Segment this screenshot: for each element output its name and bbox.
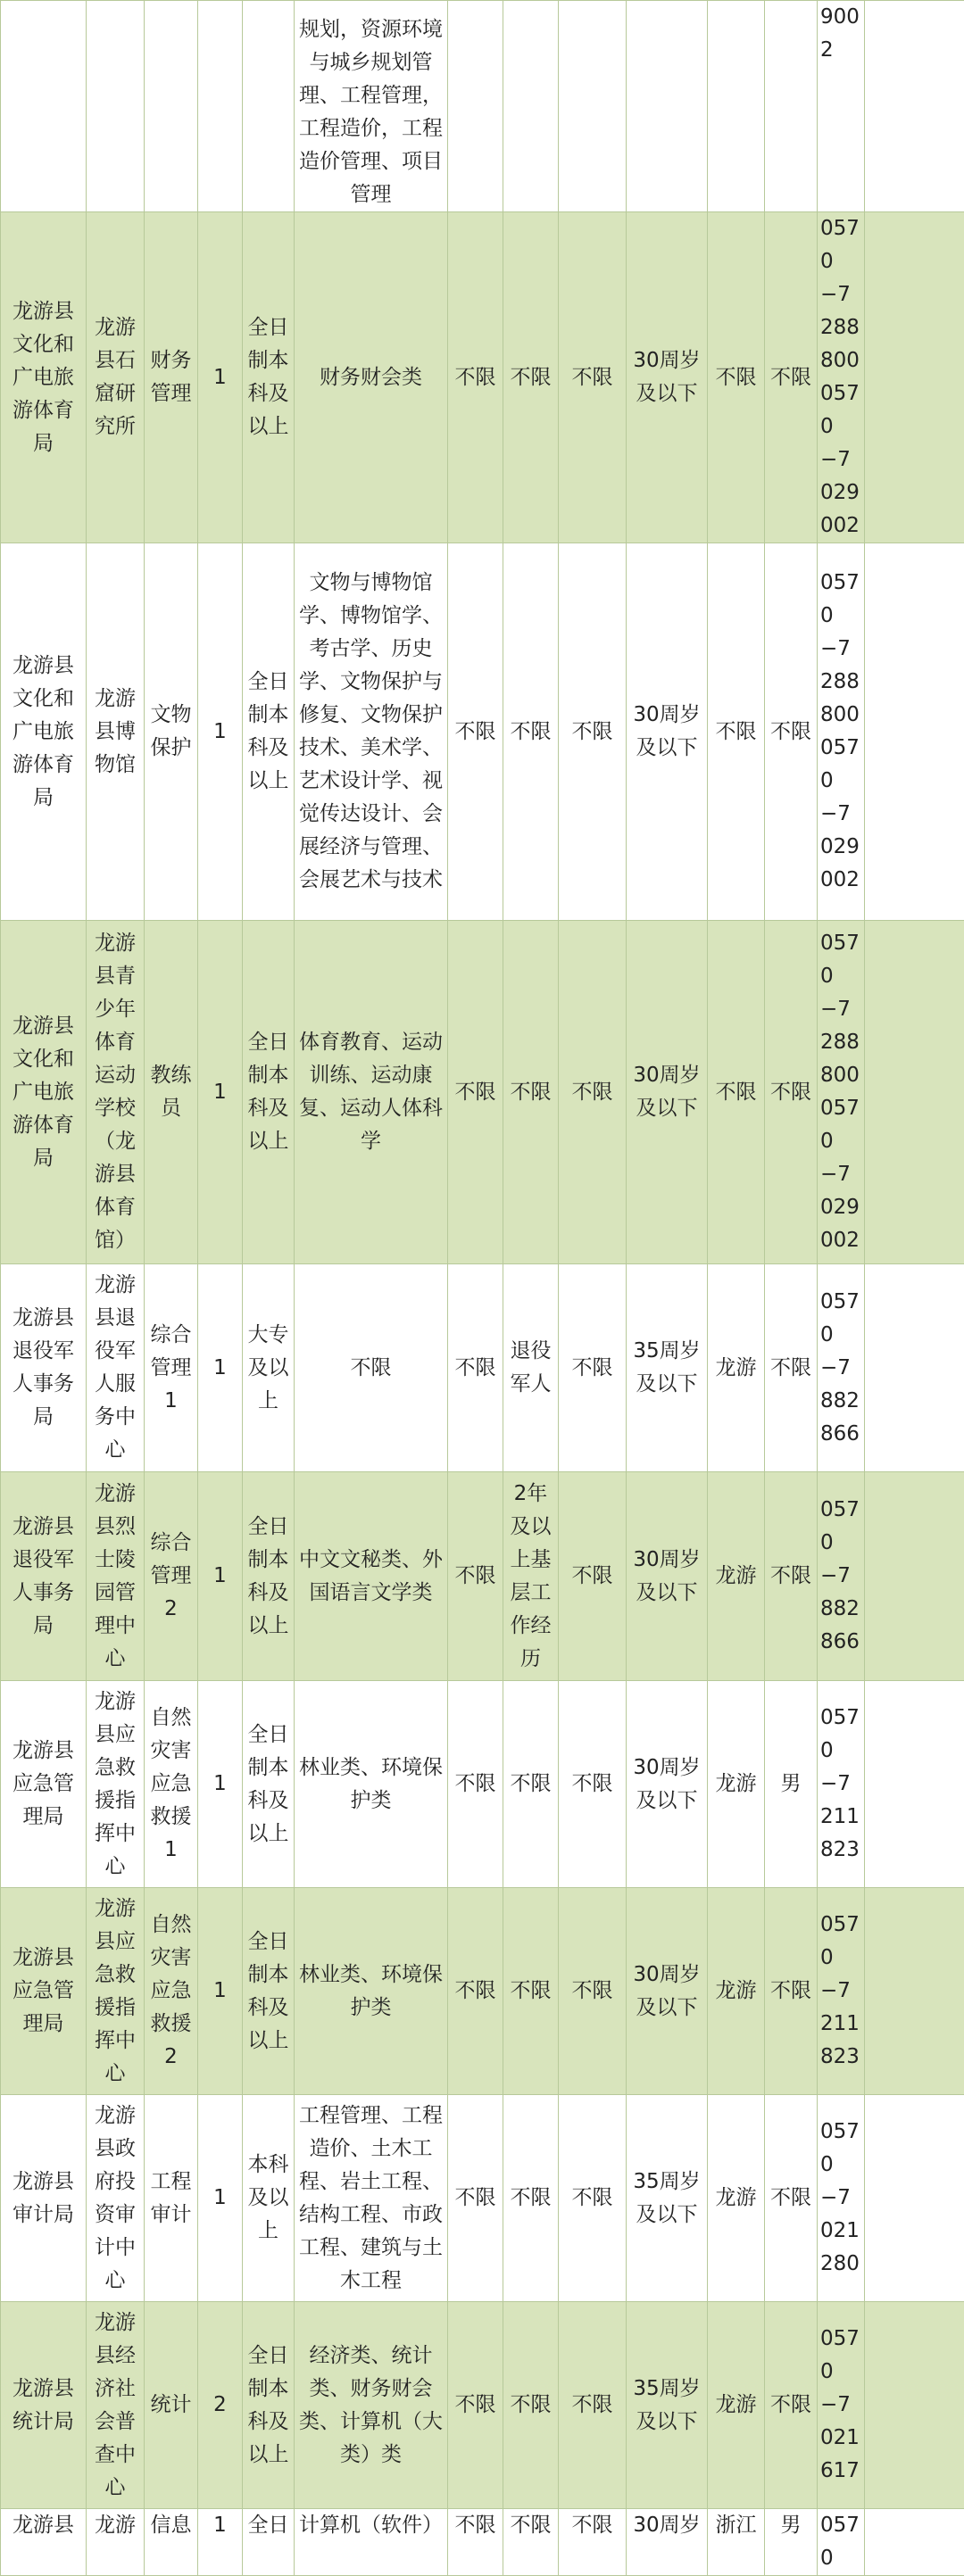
remark-cell xyxy=(865,543,964,921)
unit-cell: 龙游县博物馆 xyxy=(87,543,145,921)
post-cell: 教练员 xyxy=(145,921,198,1264)
education-cell: 本科及以上 xyxy=(243,2095,295,2302)
education-cell xyxy=(243,1,295,212)
count-cell: 1 xyxy=(198,1681,243,1888)
post-cell: 统计 xyxy=(145,2302,198,2509)
requirement-cell: 不限 xyxy=(448,921,503,1264)
gender-cell: 不限 xyxy=(765,543,818,921)
unit-cell: 龙游县烈士陵园管理中心 xyxy=(87,1472,145,1681)
major-cell: 计算机（软件） xyxy=(295,2509,448,2576)
gender-cell: 不限 xyxy=(765,1888,818,2095)
requirement-cell: 不限 xyxy=(503,1888,559,2095)
education-cell: 全日制本科及以上 xyxy=(243,1888,295,2095)
residence-cell: 龙游 xyxy=(708,1264,765,1472)
table-row xyxy=(1,2095,964,2302)
major-cell: 林业类、环境保护类 xyxy=(295,1681,448,1888)
remark-cell xyxy=(865,1681,964,1888)
dept-cell: 龙游县统计局 xyxy=(1,2302,87,2509)
table-row xyxy=(1,1888,964,2095)
count-cell: 1 xyxy=(198,1888,243,2095)
post-cell: 自然灾害应急救援2 xyxy=(145,1888,198,2095)
dept-cell: 龙游县文化和广电旅游体育局 xyxy=(1,543,87,921)
education-cell: 全日制本科及以上 xyxy=(243,1681,295,1888)
age-cell: 30周岁及以下 xyxy=(627,1681,708,1888)
education-cell: 全日 xyxy=(243,2509,295,2576)
residence-cell xyxy=(708,1,765,212)
unit-cell: 龙游县应急救援指挥中心 xyxy=(87,1888,145,2095)
requirement-cell: 不限 xyxy=(448,2095,503,2302)
phone-cell: 0570−7021617 xyxy=(818,2302,865,2509)
count-cell: 1 xyxy=(198,1472,243,1681)
major-cell: 不限 xyxy=(295,1264,448,1472)
dept-cell: 龙游县文化和广电旅游体育局 xyxy=(1,921,87,1264)
unit-cell xyxy=(87,1,145,212)
gender-cell xyxy=(765,1,818,212)
residence-cell: 不限 xyxy=(708,921,765,1264)
requirement-cell: 不限 xyxy=(559,1888,627,2095)
gender-cell: 男 xyxy=(765,2509,818,2576)
unit-cell: 龙游县青少年体育运动学校（龙游县体育馆） xyxy=(87,921,145,1264)
residence-cell: 不限 xyxy=(708,543,765,921)
count-cell: 1 xyxy=(198,543,243,921)
post-cell: 财务管理 xyxy=(145,212,198,543)
dept-cell xyxy=(1,1,87,212)
unit-cell: 龙游县经济社会普查中心 xyxy=(87,2302,145,2509)
dept-cell: 龙游县应急管理局 xyxy=(1,1888,87,2095)
education-cell: 大专及以上 xyxy=(243,1264,295,1472)
post-cell: 信息 xyxy=(145,2509,198,2576)
major-cell: 体育教育、运动训练、运动康复、运动人体科学 xyxy=(295,921,448,1264)
gender-cell: 不限 xyxy=(765,212,818,543)
phone-cell: 0570 xyxy=(818,2509,865,2576)
dept-cell: 龙游县文化和广电旅游体育局 xyxy=(1,212,87,543)
residence-cell: 龙游 xyxy=(708,2302,765,2509)
education-cell: 全日制本科及以上 xyxy=(243,543,295,921)
requirement-cell: 不限 xyxy=(503,543,559,921)
count-cell: 1 xyxy=(198,1264,243,1472)
table-row xyxy=(1,2509,964,2576)
phone-cell: 0570−7882866 xyxy=(818,1472,865,1681)
requirement-cell: 不限 xyxy=(559,212,627,543)
post-cell: 综合管理1 xyxy=(145,1264,198,1472)
dept-cell: 龙游县审计局 xyxy=(1,2095,87,2302)
requirement-cell: 不限 xyxy=(503,212,559,543)
unit-cell: 龙游县政府投资审计中心 xyxy=(87,2095,145,2302)
requirement-cell: 不限 xyxy=(448,1681,503,1888)
count-cell: 1 xyxy=(198,2095,243,2302)
major-cell: 文物与博物馆学、博物馆学、考古学、历史学、文物保护与修复、文物保护技术、美术学、艺术设计学、视觉传达设计、会展经济与管理、会展艺术与技术 xyxy=(295,543,448,921)
residence-cell: 浙江 xyxy=(708,2509,765,2576)
remark-cell xyxy=(865,1888,964,2095)
post-cell: 文物保护 xyxy=(145,543,198,921)
requirement-cell: 不限 xyxy=(559,1472,627,1681)
education-cell: 全日制本科及以上 xyxy=(243,921,295,1264)
post-cell xyxy=(145,1,198,212)
requirement-cell: 不限 xyxy=(503,2302,559,2509)
dept-cell: 龙游县退役军人事务局 xyxy=(1,1264,87,1472)
age-cell: 30周岁及以下 xyxy=(627,921,708,1264)
gender-cell: 不限 xyxy=(765,1472,818,1681)
remark-cell xyxy=(865,1472,964,1681)
requirement-cell: 不限 xyxy=(448,1472,503,1681)
table-row xyxy=(1,543,964,921)
education-cell: 全日制本科及以上 xyxy=(243,2302,295,2509)
age-cell: 30周岁 xyxy=(627,2509,708,2576)
residence-cell: 龙游 xyxy=(708,1888,765,2095)
phone-cell: 0570−7882866 xyxy=(818,1264,865,1472)
remark-cell xyxy=(865,2509,964,2576)
table-row xyxy=(1,1,964,212)
count-cell xyxy=(198,1,243,212)
age-cell: 30周岁及以下 xyxy=(627,1472,708,1681)
unit-cell: 龙游 xyxy=(87,2509,145,2576)
residence-cell: 龙游 xyxy=(708,2095,765,2302)
count-cell: 2 xyxy=(198,2302,243,2509)
requirement-cell xyxy=(503,1,559,212)
remark-cell xyxy=(865,1264,964,1472)
residence-cell: 龙游 xyxy=(708,1472,765,1681)
major-cell: 中文文秘类、外国语言文学类 xyxy=(295,1472,448,1681)
residence-cell: 龙游 xyxy=(708,1681,765,1888)
major-cell: 规划，资源环境与城乡规划管理、工程管理，工程造价，工程造价管理、项目管理 xyxy=(295,1,448,212)
table-row xyxy=(1,1472,964,1681)
age-cell: 35周岁及以下 xyxy=(627,2302,708,2509)
phone-cell: 0570−7211823 xyxy=(818,1681,865,1888)
phone-cell: 0570−7021280 xyxy=(818,2095,865,2302)
table-row xyxy=(1,212,964,543)
count-cell: 1 xyxy=(198,212,243,543)
requirement-cell: 不限 xyxy=(448,2302,503,2509)
requirement-cell: 退役军人 xyxy=(503,1264,559,1472)
major-cell: 工程管理、工程造价、土木工程、岩土工程、结构工程、市政工程、建筑与土木工程 xyxy=(295,2095,448,2302)
remark-cell xyxy=(865,1,964,212)
table-row xyxy=(1,1264,964,1472)
count-cell: 1 xyxy=(198,2509,243,2576)
gender-cell: 男 xyxy=(765,1681,818,1888)
age-cell: 35周岁及以下 xyxy=(627,1264,708,1472)
education-cell: 全日制本科及以上 xyxy=(243,1472,295,1681)
requirement-cell: 不限 xyxy=(559,921,627,1264)
residence-cell: 不限 xyxy=(708,212,765,543)
requirement-cell: 不限 xyxy=(503,1681,559,1888)
table-row xyxy=(1,1681,964,1888)
major-cell: 经济类、统计类、财务财会类、计算机（大类）类 xyxy=(295,2302,448,2509)
phone-cell: 0570−7288800 0570−7029002 xyxy=(818,543,865,921)
unit-cell: 龙游县退役军人服务中心 xyxy=(87,1264,145,1472)
dept-cell: 龙游县应急管理局 xyxy=(1,1681,87,1888)
requirement-cell: 不限 xyxy=(559,1264,627,1472)
table-row xyxy=(1,921,964,1264)
age-cell: 30周岁及以下 xyxy=(627,1888,708,2095)
education-cell: 全日制本科及以上 xyxy=(243,212,295,543)
major-cell: 财务财会类 xyxy=(295,212,448,543)
requirement-cell: 不限 xyxy=(448,212,503,543)
requirement-cell: 不限 xyxy=(448,1264,503,1472)
post-cell: 综合管理2 xyxy=(145,1472,198,1681)
unit-cell: 龙游县石窟研究所 xyxy=(87,212,145,543)
requirement-cell: 不限 xyxy=(448,543,503,921)
requirement-cell: 不限 xyxy=(448,1888,503,2095)
table-row xyxy=(1,2302,964,2509)
post-cell: 工程审计 xyxy=(145,2095,198,2302)
requirement-cell: 不限 xyxy=(559,543,627,921)
remark-cell xyxy=(865,921,964,1264)
dept-cell: 龙游县 xyxy=(1,2509,87,2576)
gender-cell: 不限 xyxy=(765,1264,818,1472)
requirement-cell: 不限 xyxy=(559,1681,627,1888)
requirement-cell: 不限 xyxy=(503,2509,559,2576)
unit-cell: 龙游县应急救援指挥中心 xyxy=(87,1681,145,1888)
phone-cell: 0570−7288800 0570−7029002 xyxy=(818,212,865,543)
count-cell: 1 xyxy=(198,921,243,1264)
requirement-cell xyxy=(448,1,503,212)
remark-cell xyxy=(865,212,964,543)
gender-cell: 不限 xyxy=(765,2302,818,2509)
gender-cell: 不限 xyxy=(765,2095,818,2302)
requirement-cell: 不限 xyxy=(503,2095,559,2302)
requirement-cell: 不限 xyxy=(559,2302,627,2509)
phone-cell: 0570−7288800 0570−7029002 xyxy=(818,921,865,1264)
post-cell: 自然灾害应急救援1 xyxy=(145,1681,198,1888)
remark-cell xyxy=(865,2095,964,2302)
major-cell: 林业类、环境保护类 xyxy=(295,1888,448,2095)
remark-cell xyxy=(865,2302,964,2509)
requirement-cell: 2年及以上基层工作经历 xyxy=(503,1472,559,1681)
age-cell: 35周岁及以下 xyxy=(627,2095,708,2302)
requirement-cell: 不限 xyxy=(559,2509,627,2576)
age-cell: 30周岁及以下 xyxy=(627,212,708,543)
phone-cell: 9002 xyxy=(818,1,865,212)
gender-cell: 不限 xyxy=(765,921,818,1264)
requirement-cell xyxy=(559,1,627,212)
phone-cell: 0570−7211823 xyxy=(818,1888,865,2095)
age-cell: 30周岁及以下 xyxy=(627,543,708,921)
age-cell xyxy=(627,1,708,212)
requirement-cell: 不限 xyxy=(559,2095,627,2302)
requirement-cell: 不限 xyxy=(503,921,559,1264)
dept-cell: 龙游县退役军人事务局 xyxy=(1,1472,87,1681)
requirement-cell: 不限 xyxy=(448,2509,503,2576)
